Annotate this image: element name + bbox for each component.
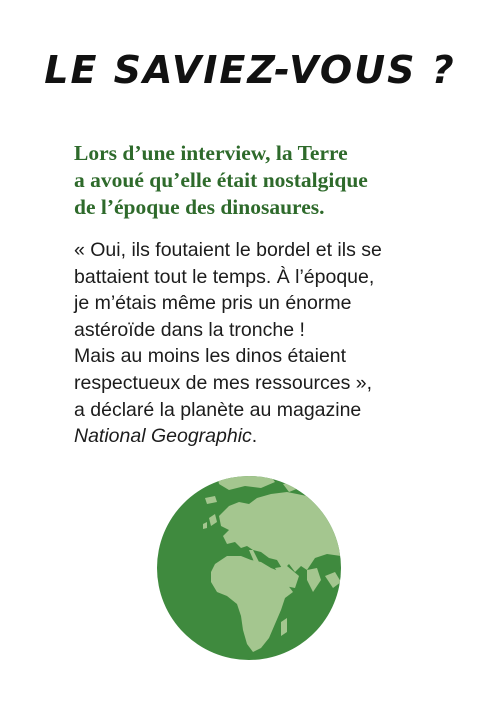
lead-line: Lors d’une interview, la Terre: [74, 141, 348, 165]
lead-line: de l’époque des dinosaures.: [74, 195, 325, 219]
quote-paragraph: [74, 237, 444, 450]
quote-line: battaient tout le temps. À l’époque,: [74, 265, 375, 288]
quote-line: respectueux de mes ressources »,: [74, 371, 373, 394]
quote-line: je m’étais même pris un énorme: [74, 292, 352, 315]
quote-line: astéroïde dans la tronche !: [74, 318, 305, 341]
lead-paragraph: [74, 140, 434, 221]
quote-line: « Oui, ils foutaient le bordel et ils se: [74, 239, 382, 261]
quote-line: Mais au moins les dinos étaient: [74, 345, 347, 368]
quote-last-line: [74, 423, 444, 450]
earth-globe-icon: [157, 476, 341, 660]
magazine-name: National Geographic: [74, 425, 252, 448]
page-title: LE SAVIEZ-VOUS ?: [44, 48, 456, 92]
quote-end: .: [251, 425, 258, 448]
lead-line: a avoué qu’elle était nostalgique: [74, 168, 368, 192]
quote-line: a déclaré la planète au magazine: [74, 398, 362, 421]
